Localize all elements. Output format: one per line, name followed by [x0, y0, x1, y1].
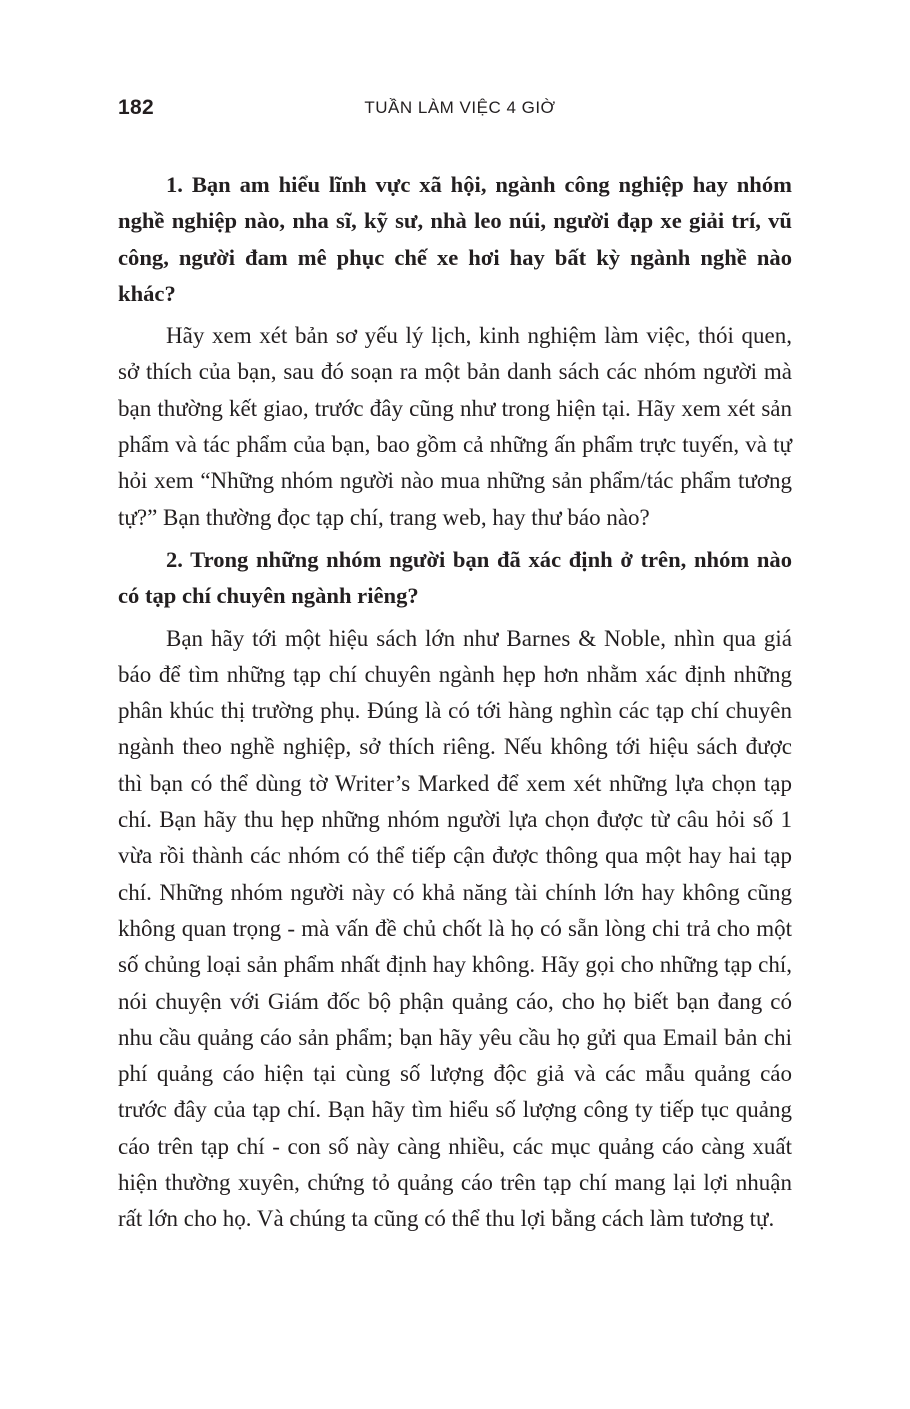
- page-body: [118, 167, 792, 1244]
- page-number: 182: [118, 96, 154, 119]
- question-heading-2: 2. Trong những nhóm người bạn đã xác định ở trên, nhóm nào có tạp chí chuyên ngành riêng?: [118, 546, 792, 609]
- paragraph-2: Bạn hãy tới một hiệu sách lớn như Barnes & Noble, nhìn qua giá báo để tìm những tạp chí chuyên ngành hẹp hơn nhằm xác định những phân khúc thị trường phụ. Đúng là có tới hàng nghìn các tạp chí chuyên ngành theo nghề nghiệp, sở thích riêng. Nếu không tới hiệu sách được thì bạn có thể dùng tờ Writer’s Marked để xem xét những lựa chọn tạp chí. Bạn hãy thu hẹp những nhóm người lựa chọn được từ câu hỏi số 1 vừa rồi thành các nhóm có thể tiếp cận được thông qua một hay hai tạp chí. Những nhóm người này có khả năng tài chính lớn hay không cũng không quan trọng - mà vấn đề chủ chốt là họ có sẵn lòng chi trả cho một số chủng loại sản phẩm nhất định hay không. Hãy gọi cho những tạp chí, nói chuyện với Giám đốc bộ phận quảng cáo, cho họ biết bạn đang có nhu cầu quảng cáo sản phẩm; bạn hãy yêu cầu họ gửi qua Email bản chi phí quảng cáo hiện tại cùng số lượng độc giả và các mẫu quảng cáo trước đây của tạp chí. Bạn hãy tìm hiểu số lượng công ty tiếp tục quảng cáo trên tạp chí - con số này càng nhiều, các mục quảng cáo càng xuất hiện thường xuyên, chứng tỏ quảng cáo trên tạp chí mang lại lợi nhuận rất lớn cho họ. Và chúng ta cũng có thể thu lợi bằng cách làm tương tự.: [118, 625, 792, 1232]
- running-head-title: TUẦN LÀM VIỆC 4 GIỜ: [364, 98, 556, 117]
- question-heading-1: 1. Bạn am hiểu lĩnh vực xã hội, ngành công nghiệp hay nhóm nghề nghiệp nào, nha sĩ, kỹ sư, nhà leo núi, người đạp xe giải trí, vũ công, người đam mê phục chế xe hơi hay bất kỳ ngành nghề nào khác?: [118, 172, 792, 306]
- paragraph-1: Hãy xem xét bản sơ yếu lý lịch, kinh nghiệm làm việc, thói quen, sở thích của bạn, sau đó soạn ra một bản danh sách các nhóm người mà bạn thường kết giao, trước đây cũng như trong hiện tại. Hãy xem xét sản phẩm và tác phẩm của bạn, bao gồm cả những ấn phẩm trực tuyến, và tự hỏi xem “Những nhóm người nào mua những sản phẩm/tác phẩm tương tự?” Bạn thường đọc tạp chí, trang web, hay thư báo nào?: [118, 323, 792, 530]
